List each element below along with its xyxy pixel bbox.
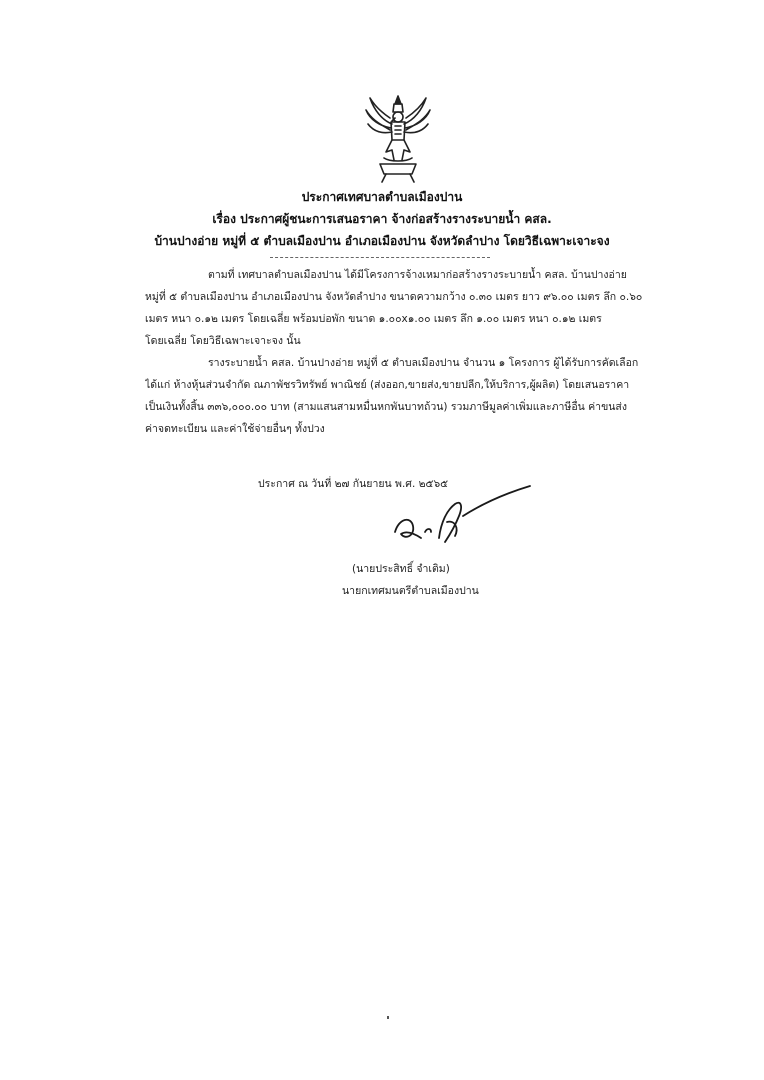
announcement-date: ประกาศ ณ วันที่ ๒๗ กันยายน พ.ศ. ๒๕๖๕	[258, 478, 449, 490]
paragraph-line: เมตร หนา ๐.๑๒ เมตร โดยเฉลี่ย พร้อมบ่อพัก ขนาด ๑.๐๐x๑.๐๐ เมตร ลึก ๑.๐๐ เมตร หนา ๐.๑๒ เมตร	[145, 313, 602, 325]
handwritten-signature	[385, 482, 535, 552]
announcement-subject: เรื่อง ประกาศผู้ชนะการเสนอราคา จ้างก่อสร้างรางระบายน้ำ คสล.	[212, 212, 552, 226]
paragraph-line: ค่าจดทะเบียน และค่าใช้จ่ายอื่นๆ ทั้งปวง	[145, 423, 325, 435]
body-paragraph-1	[145, 264, 677, 352]
body-paragraph-2	[145, 352, 677, 440]
paragraph-line: ได้แก่ ห้างหุ้นส่วนจำกัด ณภาพัชรวิทรัพย์ พาณิชย์ (ส่งออก,ขายส่ง,ขายปลีก,ให้บริการ,ผู้ผลิต) โดยเสนอราคา	[145, 379, 630, 391]
paragraph-line: โดยเฉลี่ย โดยวิธีเฉพาะเจาะจง นั้น	[145, 335, 301, 347]
garuda-emblem-icon	[362, 90, 434, 186]
signer-position: นายกเทศมนตรีตำบลเมืองปาน	[342, 585, 479, 597]
title-divider	[270, 257, 490, 258]
paragraph-line: ตามที่ เทศบาลตำบลเมืองปาน ได้มีโครงการจ้างเหมาก่อสร้างรางระบายน้ำ คสล. บ้านปางอ่าย	[208, 269, 627, 281]
paragraph-line: เป็นเงินทั้งสิ้น ๓๓๖,๐๐๐.๐๐ บาท (สามแสนสามหมื่นหกพันบาทถ้วน) รวมภาษีมูลค่าเพิ่มและภาษีอื่น ค่าขนส่ง	[145, 401, 627, 413]
paragraph-line: รางระบายน้ำ คสล. บ้านปางอ่าย หมู่ที่ ๕ ตำบลเมืองปาน จำนวน ๑ โครงการ ผู้ได้รับการคัดเลือก	[208, 357, 639, 369]
announcement-subject-continued: บ้านปางอ่าย หมู่ที่ ๕ ตำบลเมืองปาน อำเภอเมืองปาน จังหวัดลำปาง โดยวิธีเฉพาะเจาะจง	[154, 234, 610, 248]
paragraph-line: หมู่ที่ ๕ ตำบลเมืองปาน อำเภอเมืองปาน จังหวัดลำปาง ขนาดความกว้าง ๐.๓๐ เมตร ยาว ๙๖.๐๐ เมตร ลึก ๐.๖๐	[145, 291, 643, 303]
announcement-title: ประกาศเทศบาลตำบลเมืองปาน	[301, 190, 463, 204]
signer-name: (นายประสิทธิ์ จำเติม)	[352, 563, 450, 575]
scan-speck	[387, 1016, 389, 1019]
